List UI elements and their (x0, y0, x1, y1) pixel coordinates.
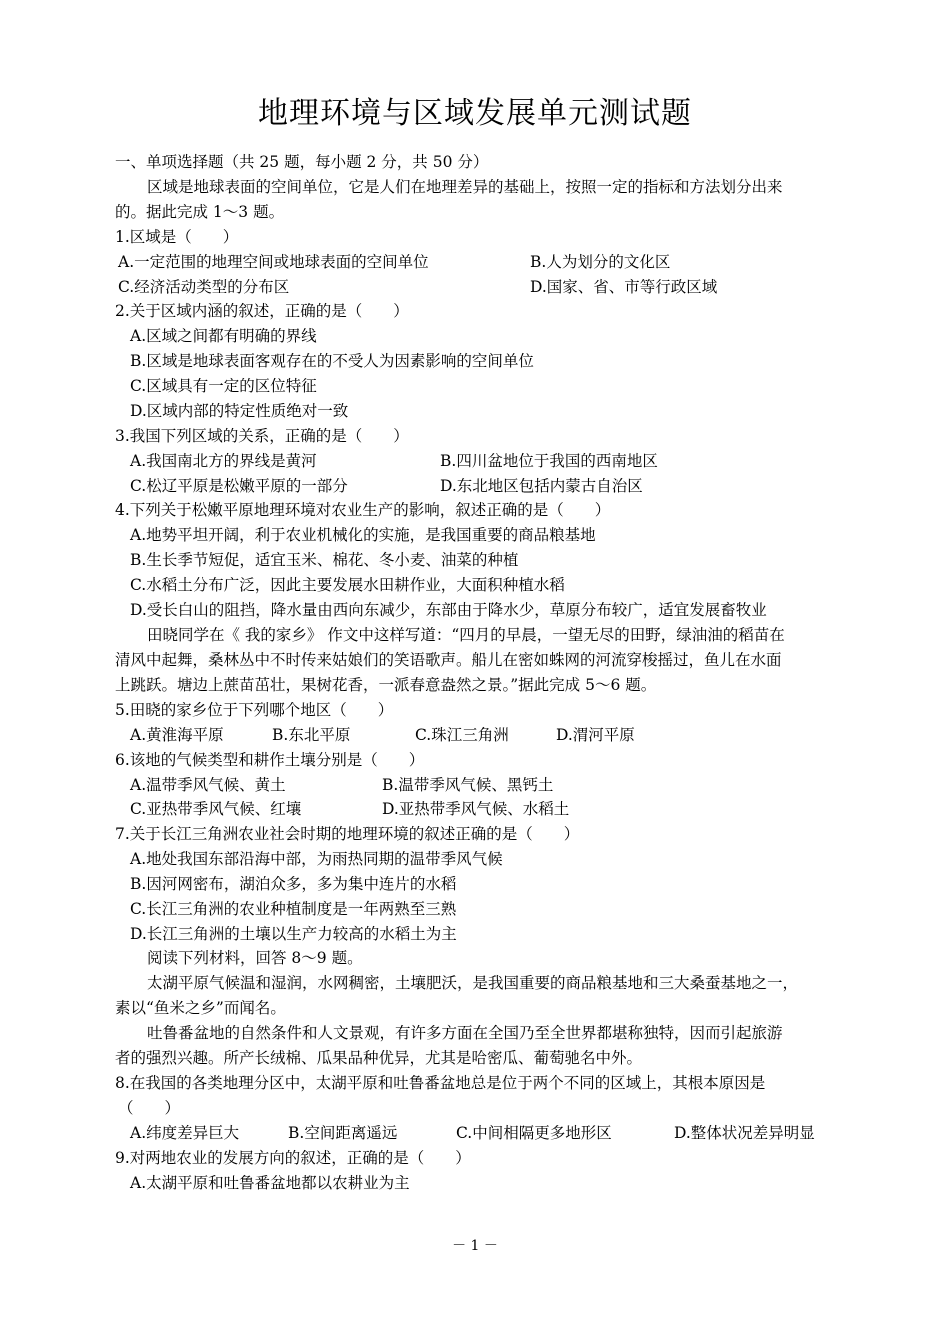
q8-option-d: D.整体状况差异明显 (674, 1124, 815, 1142)
q7-option-a: A.地处我国东部沿海中部，为雨热同期的温带季风气候 (130, 850, 503, 868)
intro-paragraph-2: 田晓同学在《 我的家乡》 作文中这样写道：“四月的早晨，一望无尽的田野，绿油油的稻苗在 (147, 626, 785, 644)
question-1: 1.区域是（ ） (115, 228, 239, 246)
q2-option-d: D.区域内部的特定性质绝对一致 (130, 402, 349, 420)
q6-option-a: A.温带季风气候、黄土 (130, 776, 286, 794)
q4-option-b: B.生长季节短促，适宜玉米、棉花、冬小麦、油菜的种植 (130, 551, 519, 569)
q7-option-b: B.因河网密布，湖泊众多，多为集中连片的水稻 (130, 875, 457, 893)
q6-option-b: B.温带季风气候、黑钙土 (382, 776, 554, 794)
q4-option-a: A.地势平坦开阔，利于农业机械化的实施，是我国重要的商品粮基地 (130, 526, 596, 544)
page-number: － 1 － (452, 1238, 498, 1254)
question-3: 3.我国下列区域的关系，正确的是（ ） (115, 427, 409, 445)
q4-option-d: D.受长白山的阻挡，降水量由西向东减少，东部由于降水少，草原分布较广，适宜发展畜牧业 (130, 601, 767, 619)
q8-option-a: A.纬度差异巨大 (130, 1124, 240, 1142)
q5-option-b: B.东北平原 (272, 726, 351, 744)
q5-option-c: C.珠江三角洲 (415, 726, 509, 744)
reading-instruction: 阅读下列材料，回答 8～9 题。 (147, 949, 363, 967)
question-5: 5.田晓的家乡位于下列哪个地区（ ） (115, 701, 394, 719)
q1-option-a: A.一定范围的地理空间或地球表面的空间单位 (118, 253, 429, 271)
q9-option-a: A.太湖平原和吐鲁番盆地都以农耕业为主 (130, 1174, 410, 1192)
intro-paragraph-1: 区域是地球表面的空间单位，它是人们在地理差异的基础上，按照一定的指标和方法划分出来 (147, 178, 783, 196)
q7-option-c: C.长江三角洲的农业种植制度是一年两熟至三熟 (130, 900, 457, 918)
page-title: 地理环境与区域发展单元测试题 (258, 96, 692, 131)
intro-paragraph-2-line2: 清风中起舞，桑林丛中不时传来姑娘们的笑语歌声。船儿在密如蛛网的河流穿梭摇过，鱼儿在水面 (115, 651, 782, 669)
q5-option-d: D.渭河平原 (556, 726, 635, 744)
intro-paragraph-1-cont: 的。据此完成 1～3 题。 (115, 203, 285, 221)
q3-option-b: B.四川盆地位于我国的西南地区 (440, 452, 658, 470)
reading-passage-2: 吐鲁番盆地的自然条件和人文景观，有许多方面在全国乃至全世界都堪称独特，因而引起旅游 (147, 1024, 783, 1042)
question-2: 2.关于区域内涵的叙述，正确的是（ ） (115, 302, 409, 320)
reading-passage-2-cont: 者的强烈兴趣。所产长绒棉、瓜果品种优异，尤其是哈密瓜、葡萄驰名中外。 (115, 1049, 643, 1067)
q1-option-d: D.国家、省、市等行政区域 (530, 278, 718, 296)
q2-option-b: B.区域是地球表面客观存在的不受人为因素影响的空间单位 (130, 352, 534, 370)
q3-option-d: D.东北地区包括内蒙古自治区 (440, 477, 643, 495)
q7-option-d: D.长江三角洲的土壤以生产力较高的水稻土为主 (130, 925, 457, 943)
q2-option-c: C.区域具有一定的区位特征 (130, 377, 317, 395)
q2-option-a: A.区域之间都有明确的界线 (130, 327, 317, 345)
question-9: 9.对两地农业的发展方向的叙述，正确的是（ ） (115, 1149, 471, 1167)
section-heading: 一、单项选择题（共 25 题，每小题 2 分，共 50 分） (115, 153, 489, 171)
q1-option-c: C.经济活动类型的分布区 (118, 278, 290, 296)
q8-answer-paren: （ ） (118, 1099, 181, 1117)
q8-option-b: B.空间距离遥远 (288, 1124, 398, 1142)
q6-option-c: C.亚热带季风气候、红壤 (130, 800, 302, 818)
reading-passage-1-cont: 素以“鱼米之乡”而闻名。 (115, 999, 286, 1017)
question-6: 6.该地的气候类型和耕作土壤分别是（ ） (115, 751, 425, 769)
q8-option-c: C.中间相隔更多地形区 (456, 1124, 612, 1142)
intro-paragraph-2-line3: 上跳跃。塘边上蔗苗茁壮，果树花香，一派春意盎然之景。”据此完成 5～6 题。 (115, 676, 657, 694)
q6-option-d: D.亚热带季风气候、水稻土 (382, 800, 570, 818)
q3-option-a: A.我国南北方的界线是黄河 (130, 452, 317, 470)
q1-option-b: B.人为划分的文化区 (530, 253, 671, 271)
q4-option-c: C.水稻土分布广泛，因此主要发展水田耕作业，大面积种植水稻 (130, 576, 565, 594)
question-7: 7.关于长江三角洲农业社会时期的地理环境的叙述正确的是（ ） (115, 825, 580, 843)
question-4: 4.下列关于松嫩平原地理环境对农业生产的影响，叙述正确的是（ ） (115, 501, 611, 519)
q5-option-a: A.黄淮海平原 (130, 726, 224, 744)
q3-option-c: C.松辽平原是松嫩平原的一部分 (130, 477, 348, 495)
reading-passage-1: 太湖平原气候温和湿润，水网稠密，土壤肥沃，是我国重要的商品粮基地和三大桑蚕基地之一， (147, 974, 799, 992)
question-8: 8.在我国的各类地理分区中，太湖平原和吐鲁番盆地总是位于两个不同的区域上，其根本原因是 (115, 1074, 766, 1092)
